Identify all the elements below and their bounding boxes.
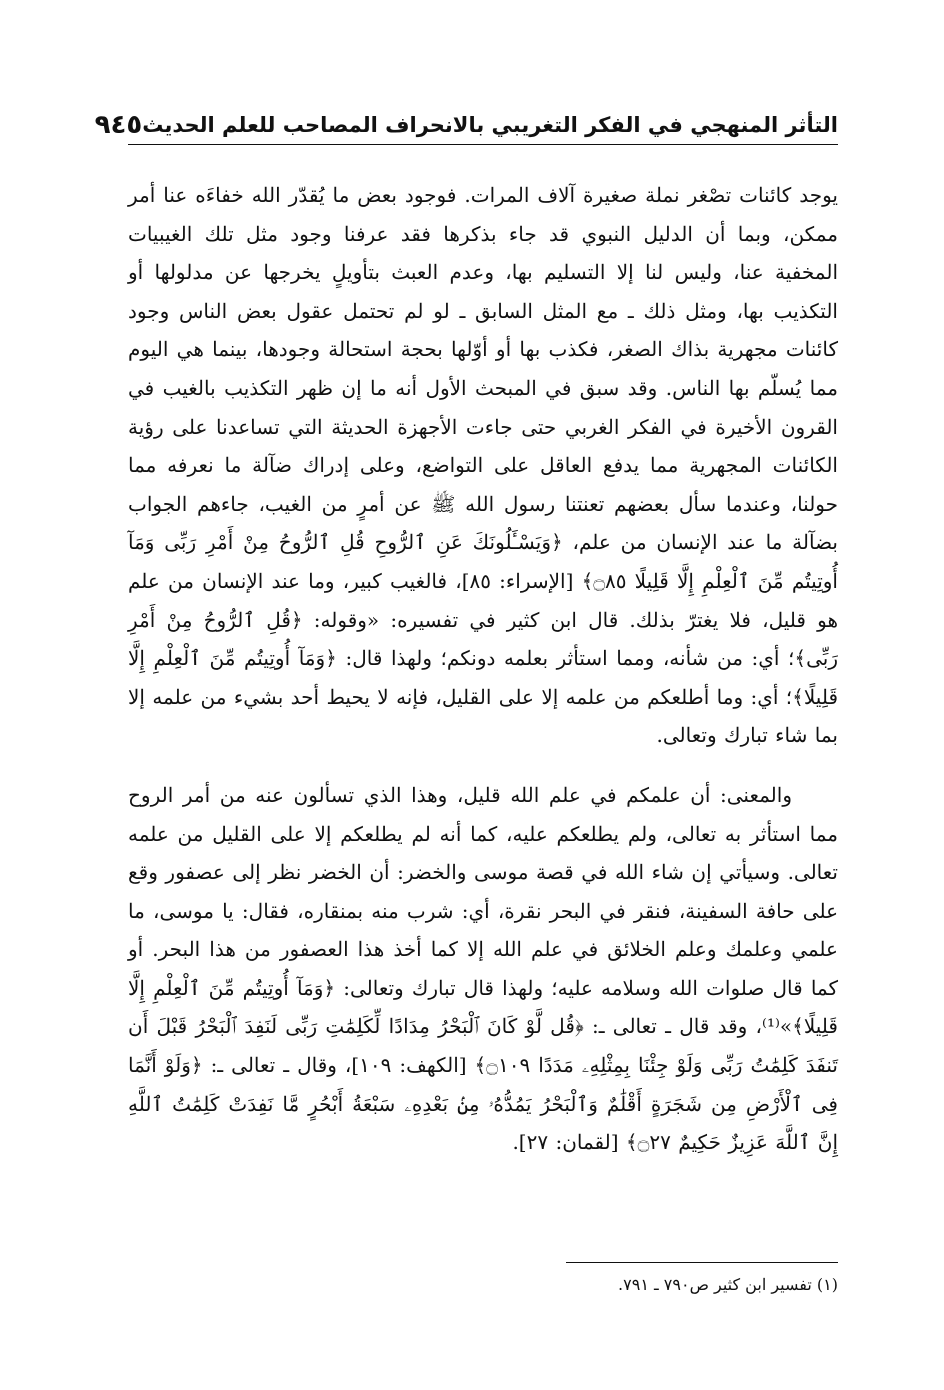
page-number: ٩٤٥	[94, 110, 143, 140]
footnote-rule	[566, 1262, 838, 1263]
page-header	[94, 96, 838, 140]
footnote: (١) تفسير ابن كثير ص٧٩٠ ـ ٧٩١.	[618, 1275, 838, 1294]
header-rule	[128, 144, 838, 145]
running-title: التأثر المنهجي في الفكر التغريبي بالانحراف المصاحب للعلم الحديث	[142, 113, 838, 137]
paragraph-1: يوجد كائنات تصْغر نملة صغيرة آلاف المرات. فوجود بعض ما يُقدّر الله خفاءَه عنا أمر ممكن، وبما أن الدليل النبوي قد جاء بذكرها فقد عرفنا وجود مثل تلك الغيبيات المخفية عنا، وليس لنا إلا التسليم بها، وعدم العبث بتأويلٍ يخرجها عن مدلولها أو التكذيب بها، ومثل ذلك ـ مع المثل السابق ـ لو لم تحتمل عقول بعض الناس وجود كائنات مجهرية بذاك الصغر، فكذب بها أو أوّلها بحجة استحالة وجودها، بينما هي اليوم مما يُسلّم بها الناس. وقد سبق في المبحث الأول أنه ما إن ظهر التكذيب بالغيب في القرون الأخيرة في الفكر الغربي حتى جاءت الأجهزة الحديثة التي تساعدنا على رؤية الكائنات المجهرية مما يدفع العاقل على التواضع، وعلى إدراك ضآلة ما نعرفه مما حولنا، وعندما سأل بعضهم تعنتنا رسول الله ﷺ عن أمرٍ من الغيب، جاءهم الجواب بضآلة ما عند الإنسان من علم، ﴿وَيَسْـَٔلُونَكَ عَنِ ٱلرُّوحِ قُلِ ٱلرُّوحُ مِنْ أَمْرِ رَبِّى وَمَآ أُوتِيتُم مِّنَ ٱلْعِلْمِ إِلَّا قَلِيلًا ۝٨٥﴾ [الإسراء: ٨٥]، فالغيب كبير، وما عند الإنسان من علم هو قليل، فلا يغترّ بذلك. قال ابن كثير في تفسيره: «وقوله: ﴿قُلِ ٱلرُّوحُ مِنْ أَمْرِ رَبِّى﴾؛ أي: من شأنه، ومما استأثر بعلمه دونكم؛ ولهذا قال: ﴿وَمَآ أُوتِيتُم مِّنَ ٱلْعِلْمِ إِلَّا قَلِيلًا﴾؛ أي: وما أطلعكم من علمه إلا على القليل، فإنه لا يحيط أحد بشيء من علمه إلا بما شاء تبارك وتعالى.	[128, 183, 838, 748]
body-text	[128, 176, 838, 1162]
paragraph-2: والمعنى: أن علمكم في علم الله قليل، وهذا الذي تسألون عنه من أمر الروح مما استأثر به تعالى، ولم يطلعكم عليه، كما أنه لم يطلعكم إلا على القليل من علمه تعالى. وسيأتي إن شاء الله في قصة موسى والخضر: أن الخضر نظر إلى عصفور وقع على حافة السفينة، فنقر في البحر نقرة، أي: شرب منه بمنقاره، فقال: يا موسى، ما علمي وعلمك وعلم الخلائق في علم الله إلا كما أخذ هذا العصفور من هذا البحر. أو كما قال صلوات الله وسلامه عليه؛ ولهذا قال تبارك وتعالى: ﴿وَمَآ أُوتِيتُم مِّنَ ٱلْعِلْمِ إِلَّا قَلِيلًا﴾»⁽¹⁾، وقد قال ـ تعالى ـ: ﴿قُل لَّوْ كَانَ ٱلْبَحْرُ مِدَادًا لِّكَلِمَٰتِ رَبِّى لَنَفِدَ ٱلْبَحْرُ قَبْلَ أَن تَنفَدَ كَلِمَٰتُ رَبِّى وَلَوْ جِئْنَا بِمِثْلِهِۦ مَدَدًا ۝١٠٩﴾ [الكهف: ١٠٩]، وقال ـ تعالى ـ: ﴿وَلَوْ أَنَّمَا فِى ٱلْأَرْضِ مِن شَجَرَةٍ أَقْلَٰمٌ وَٱلْبَحْرُ يَمُدُّهُۥ مِنۢ بَعْدِهِۦ سَبْعَةُ أَبْحُرٍ مَّا نَفِدَتْ كَلِمَٰتُ ٱللَّهِ إِنَّ ٱللَّهَ عَزِيزٌ حَكِيمٌ ۝٢٧﴾ [لقمان: ٢٧].	[128, 782, 839, 1155]
